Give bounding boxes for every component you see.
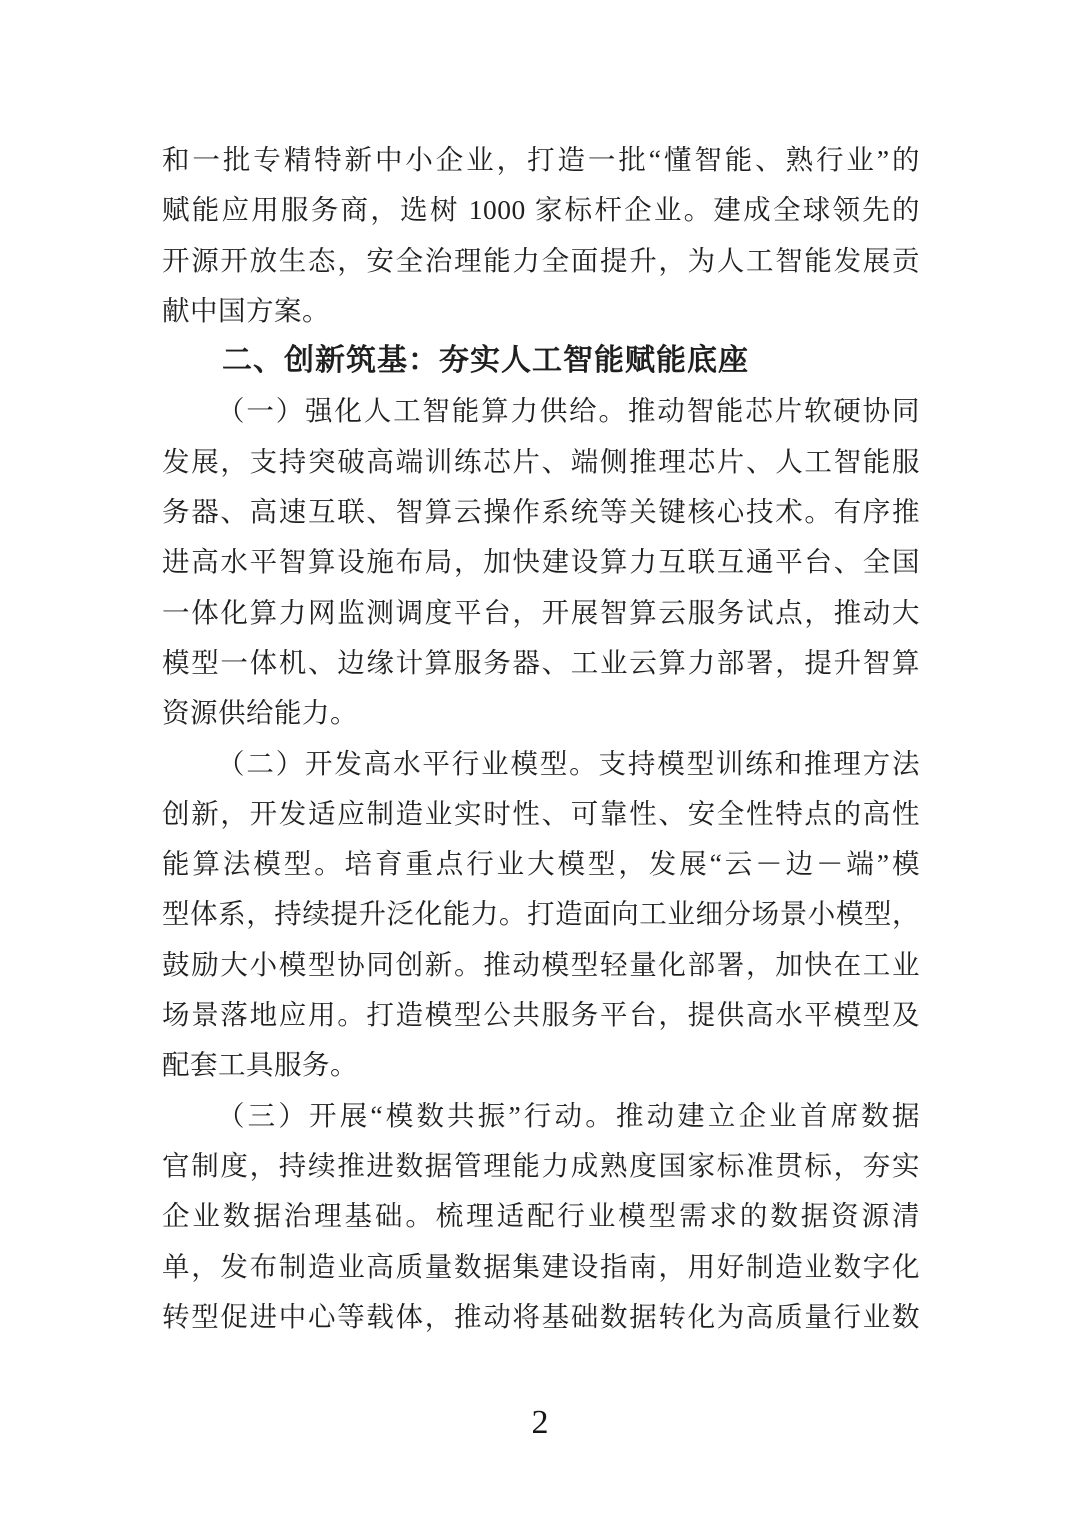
text-line: （二）开发高水平行业模型。支持模型训练和推理方法 — [217, 747, 920, 779]
text-line: 鼓励大小模型协同创新。推动模型轻量化部署，加快在工业 — [162, 948, 920, 980]
text-line: 开源开放生态，安全治理能力全面提升，为人工智能发展贡 — [162, 244, 920, 276]
section-heading: 二、创新筑基：夯实人工智能赋能底座 — [222, 344, 749, 378]
text-line: 转型促进中心等载体，推动将基础数据转化为高质量行业数 — [162, 1300, 920, 1332]
text-line: 能算法模型。培育重点行业大模型，发展“云－边－端”模 — [162, 848, 920, 880]
text-line: 配套工具服务。 — [162, 1049, 358, 1081]
text-line: 单，发布制造业高质量数据集建设指南，用好制造业数字化 — [162, 1250, 920, 1282]
text-line: 务器、高速互联、智算云操作系统等关键核心技术。有序推 — [162, 496, 920, 528]
text-line: 和一批专精特新中小企业，打造一批“懂智能、熟行业”的 — [162, 144, 920, 175]
text-line: 创新，开发适应制造业实时性、可靠性、安全性特点的高性 — [162, 797, 920, 829]
text-line: 赋能应用服务商，选树 1000 家标杆企业。建成全球领先的 — [162, 194, 920, 226]
text-line: （三）开展“模数共振”行动。推动建立企业首席数据 — [217, 1099, 920, 1131]
text-line: 型体系，持续提升泛化能力。打造面向工业细分场景小模型， — [162, 898, 920, 930]
text-line: 企业数据治理基础。梳理适配行业模型需求的数据资源清 — [162, 1200, 920, 1232]
text-line: 发展，支持突破高端训练芯片、端侧推理芯片、人工智能服 — [162, 445, 920, 477]
text-line: 模型一体机、边缘计算服务器、工业云算力部署，提升智算 — [162, 646, 920, 678]
text-line: 场景落地应用。打造模型公共服务平台，提供高水平模型及 — [162, 999, 920, 1031]
text-block — [162, 135, 920, 1342]
text-line: 献中国方案。 — [162, 294, 330, 326]
text-line: 进高水平智算设施布局，加快建设算力互联互通平台、全国 — [162, 546, 920, 578]
text-line: （一）强化人工智能算力供给。推动智能芯片软硬协同 — [217, 395, 920, 427]
page-number: 2 — [531, 1404, 549, 1441]
text-line: 资源供给能力。 — [162, 697, 358, 729]
text-line: 官制度，持续推进数据管理能力成熟度国家标准贯标，夯实 — [162, 1149, 920, 1181]
text-line: 一体化算力网监测调度平台，开展智算云服务试点，推动大 — [162, 596, 920, 628]
